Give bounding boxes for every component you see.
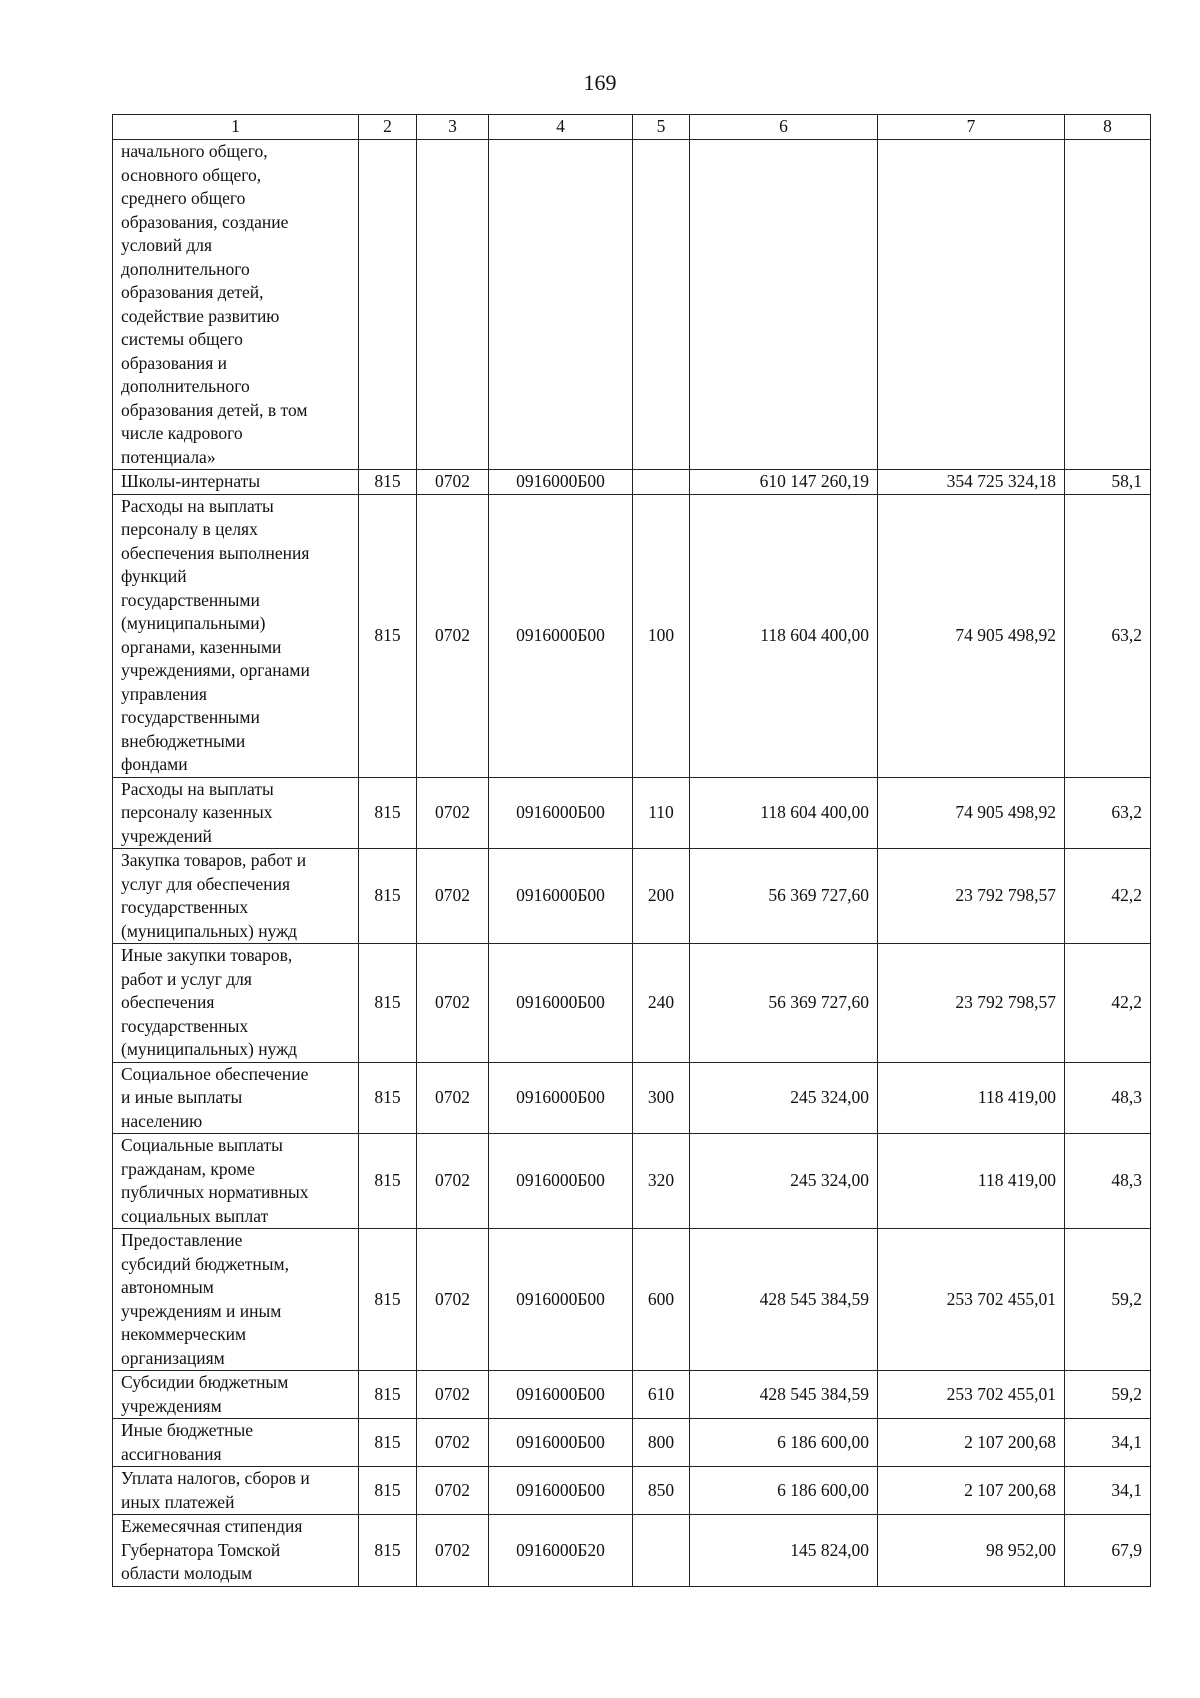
header-cell: 3 — [417, 115, 489, 140]
actual-amount: 98 952,00 — [878, 1515, 1065, 1587]
expense-type-code: 610 — [633, 1371, 690, 1419]
table-row — [113, 494, 1151, 777]
execution-percent — [1065, 140, 1151, 470]
execution-percent: 63,2 — [1065, 494, 1151, 777]
expense-type-code: 850 — [633, 1467, 690, 1515]
section-code: 0702 — [417, 777, 489, 849]
target-code: 0916000Б00 — [489, 944, 633, 1063]
expense-type-code: 600 — [633, 1229, 690, 1371]
table-row — [113, 777, 1151, 849]
header-cell: 8 — [1065, 115, 1151, 140]
execution-percent: 58,1 — [1065, 470, 1151, 495]
execution-percent: 42,2 — [1065, 944, 1151, 1063]
target-code: 0916000Б20 — [489, 1515, 633, 1587]
target-code: 0916000Б00 — [489, 1229, 633, 1371]
actual-amount — [878, 140, 1065, 470]
execution-percent: 48,3 — [1065, 1062, 1151, 1134]
ministry-code: 815 — [359, 944, 417, 1063]
row-description: Расходы на выплаты персоналу в целях обеспечения выполнения функций государственными (муниципальными) органами, казенными учреждениями, органами управления государственными внебюджетными фондами — [113, 494, 359, 777]
plan-amount: 118 604 400,00 — [690, 494, 878, 777]
section-code: 0702 — [417, 1134, 489, 1229]
table-row — [113, 1467, 1151, 1515]
execution-percent: 59,2 — [1065, 1371, 1151, 1419]
execution-percent: 63,2 — [1065, 777, 1151, 849]
table-row — [113, 944, 1151, 1063]
row-description: Социальные выплаты гражданам, кроме публичных нормативных социальных выплат — [113, 1134, 359, 1229]
table-row — [113, 470, 1151, 495]
execution-percent: 59,2 — [1065, 1229, 1151, 1371]
header-cell: 1 — [113, 115, 359, 140]
expense-type-code: 800 — [633, 1419, 690, 1467]
section-code: 0702 — [417, 1371, 489, 1419]
target-code: 0916000Б00 — [489, 1467, 633, 1515]
target-code: 0916000Б00 — [489, 777, 633, 849]
row-description: Расходы на выплаты персоналу казенных учреждений — [113, 777, 359, 849]
plan-amount: 145 824,00 — [690, 1515, 878, 1587]
ministry-code: 815 — [359, 1134, 417, 1229]
section-code: 0702 — [417, 849, 489, 944]
ministry-code: 815 — [359, 470, 417, 495]
plan-amount: 428 545 384,59 — [690, 1229, 878, 1371]
target-code: 0916000Б00 — [489, 1134, 633, 1229]
header-row — [113, 115, 1151, 140]
actual-amount: 253 702 455,01 — [878, 1371, 1065, 1419]
table-row — [113, 1229, 1151, 1371]
row-description: начального общего, основного общего, среднего общего образования, создание условий для дополнительного образования детей, содействие развитию системы общего образования и дополнительного образования детей, в том числе кадрового потенциала» — [113, 140, 359, 470]
target-code — [489, 140, 633, 470]
section-code: 0702 — [417, 944, 489, 1063]
expense-type-code — [633, 140, 690, 470]
ministry-code: 815 — [359, 777, 417, 849]
row-description: Субсидии бюджетным учреждениям — [113, 1371, 359, 1419]
ministry-code: 815 — [359, 849, 417, 944]
table-row — [113, 849, 1151, 944]
ministry-code: 815 — [359, 1371, 417, 1419]
actual-amount: 74 905 498,92 — [878, 777, 1065, 849]
plan-amount: 428 545 384,59 — [690, 1371, 878, 1419]
expense-type-code: 240 — [633, 944, 690, 1063]
plan-amount: 56 369 727,60 — [690, 944, 878, 1063]
plan-amount: 6 186 600,00 — [690, 1467, 878, 1515]
actual-amount: 253 702 455,01 — [878, 1229, 1065, 1371]
execution-percent: 48,3 — [1065, 1134, 1151, 1229]
ministry-code: 815 — [359, 494, 417, 777]
expense-type-code: 110 — [633, 777, 690, 849]
ministry-code: 815 — [359, 1467, 417, 1515]
row-description: Закупка товаров, работ и услуг для обеспечения государственных (муниципальных) нужд — [113, 849, 359, 944]
header-cell: 5 — [633, 115, 690, 140]
table-row — [113, 1419, 1151, 1467]
ministry-code: 815 — [359, 1419, 417, 1467]
target-code: 0916000Б00 — [489, 470, 633, 495]
actual-amount: 2 107 200,68 — [878, 1419, 1065, 1467]
expense-type-code: 300 — [633, 1062, 690, 1134]
expense-type-code — [633, 470, 690, 495]
budget-table — [112, 114, 1151, 1587]
table-row — [113, 140, 1151, 470]
actual-amount: 118 419,00 — [878, 1134, 1065, 1229]
header-cell: 2 — [359, 115, 417, 140]
table-row — [113, 1062, 1151, 1134]
expense-type-code: 200 — [633, 849, 690, 944]
section-code: 0702 — [417, 1229, 489, 1371]
section-code — [417, 140, 489, 470]
row-description: Социальное обеспечение и иные выплаты населению — [113, 1062, 359, 1134]
target-code: 0916000Б00 — [489, 1419, 633, 1467]
table-row — [113, 1371, 1151, 1419]
execution-percent: 42,2 — [1065, 849, 1151, 944]
plan-amount — [690, 140, 878, 470]
actual-amount: 118 419,00 — [878, 1062, 1065, 1134]
expense-type-code — [633, 1515, 690, 1587]
expense-type-code: 320 — [633, 1134, 690, 1229]
target-code: 0916000Б00 — [489, 1371, 633, 1419]
target-code: 0916000Б00 — [489, 494, 633, 777]
section-code: 0702 — [417, 1419, 489, 1467]
actual-amount: 74 905 498,92 — [878, 494, 1065, 777]
ministry-code: 815 — [359, 1062, 417, 1134]
row-description: Уплата налогов, сборов и иных платежей — [113, 1467, 359, 1515]
row-description: Иные бюджетные ассигнования — [113, 1419, 359, 1467]
row-description: Иные закупки товаров, работ и услуг для обеспечения государственных (муниципальных) нужд — [113, 944, 359, 1063]
ministry-code: 815 — [359, 1515, 417, 1587]
actual-amount: 23 792 798,57 — [878, 944, 1065, 1063]
ministry-code — [359, 140, 417, 470]
plan-amount: 6 186 600,00 — [690, 1419, 878, 1467]
row-description: Ежемесячная стипендия Губернатора Томской области молодым — [113, 1515, 359, 1587]
plan-amount: 245 324,00 — [690, 1134, 878, 1229]
plan-amount: 610 147 260,19 — [690, 470, 878, 495]
actual-amount: 354 725 324,18 — [878, 470, 1065, 495]
section-code: 0702 — [417, 1515, 489, 1587]
plan-amount: 56 369 727,60 — [690, 849, 878, 944]
table-row — [113, 1515, 1151, 1587]
header-cell: 4 — [489, 115, 633, 140]
section-code: 0702 — [417, 1062, 489, 1134]
header-cell: 6 — [690, 115, 878, 140]
plan-amount: 118 604 400,00 — [690, 777, 878, 849]
execution-percent: 34,1 — [1065, 1467, 1151, 1515]
table-row — [113, 1134, 1151, 1229]
target-code: 0916000Б00 — [489, 1062, 633, 1134]
row-description: Школы-интернаты — [113, 470, 359, 495]
section-code: 0702 — [417, 470, 489, 495]
page-number: 169 — [583, 70, 617, 95]
expense-type-code: 100 — [633, 494, 690, 777]
actual-amount: 2 107 200,68 — [878, 1467, 1065, 1515]
row-description: Предоставление субсидий бюджетным, автономным учреждениям и иным некоммерческим организациям — [113, 1229, 359, 1371]
section-code: 0702 — [417, 1467, 489, 1515]
ministry-code: 815 — [359, 1229, 417, 1371]
header-cell: 7 — [878, 115, 1065, 140]
execution-percent: 67,9 — [1065, 1515, 1151, 1587]
actual-amount: 23 792 798,57 — [878, 849, 1065, 944]
execution-percent: 34,1 — [1065, 1419, 1151, 1467]
target-code: 0916000Б00 — [489, 849, 633, 944]
section-code: 0702 — [417, 494, 489, 777]
plan-amount: 245 324,00 — [690, 1062, 878, 1134]
